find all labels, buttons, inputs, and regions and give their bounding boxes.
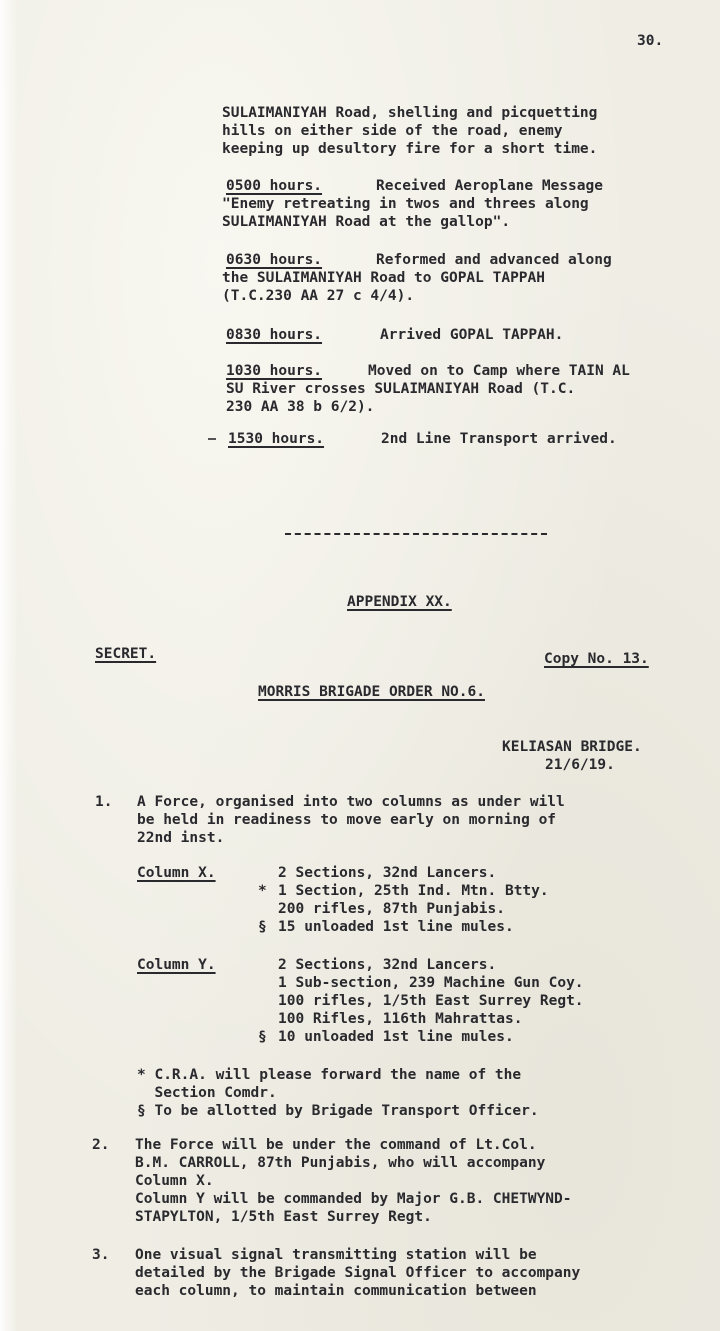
- asterisk-mark: *: [258, 883, 267, 899]
- text-line: 22nd inst.: [137, 830, 225, 846]
- entry-text: Arrived GOPAL TAPPAH.: [380, 327, 564, 343]
- entry-text: Moved on to Camp where TAIN AL: [368, 363, 630, 379]
- text-line: The Force will be under the command of Lt.Col.: [135, 1137, 537, 1153]
- entry-time: 0630 hours.: [226, 252, 323, 268]
- text-line: each column, to maintain communication between: [135, 1283, 537, 1299]
- column-label: Column Y.: [137, 957, 216, 973]
- paragraph-number: 3.: [92, 1247, 110, 1263]
- text-line: STAPYLTON, 1/5th East Surrey Regt.: [135, 1209, 432, 1225]
- text-line: be held in readiness to move early on morning of: [137, 812, 557, 828]
- copy-number: Copy No. 13.: [544, 651, 649, 667]
- text-line: keeping up desultory fire for a short time.: [222, 141, 598, 157]
- section-mark: §: [258, 919, 267, 935]
- column-item: 100 rifles, 1/5th East Surrey Regt.: [278, 993, 584, 1009]
- text-line: Column Y will be commanded by Major G.B. CHETWYND-: [135, 1191, 572, 1207]
- text-line: A Force, organised into two columns as under will: [137, 794, 565, 810]
- text-line: detailed by the Brigade Signal Officer to accompany: [135, 1265, 581, 1281]
- entry-text: SU River crosses SULAIMANIYAH Road (T.C.: [226, 381, 576, 397]
- appendix-title: APPENDIX XX.: [347, 594, 452, 610]
- paragraph-number: 1.: [95, 794, 113, 810]
- secret-label: SECRET.: [95, 646, 157, 662]
- section-mark: §: [258, 1029, 267, 1045]
- footnote-line: * C.R.A. will please forward the name of the: [137, 1067, 522, 1083]
- column-label: Column X.: [137, 865, 216, 881]
- entry-text: 230 AA 38 b 6/2).: [226, 399, 375, 415]
- entry-text: Received Aeroplane Message: [376, 178, 603, 194]
- page-number: 30.: [637, 33, 664, 49]
- entry-time: 0830 hours.: [226, 327, 323, 343]
- date-line: 21/6/19.: [545, 757, 615, 773]
- column-item: 1 Sub-section, 239 Machine Gun Coy.: [278, 975, 584, 991]
- dashed-divider: [285, 533, 547, 535]
- entry-time: 0500 hours.: [226, 178, 323, 194]
- order-title: MORRIS BRIGADE ORDER NO.6.: [258, 684, 485, 700]
- text-line: hills on either side of the road, enemy: [222, 123, 563, 139]
- text-line: B.M. CARROLL, 87th Punjabis, who will accompany: [135, 1155, 546, 1171]
- entry-text: (T.C.230 AA 27 c 4/4).: [222, 288, 415, 304]
- entry-time: 1030 hours.: [226, 363, 323, 379]
- entry-text: "Enemy retreating in twos and threes along: [222, 196, 589, 212]
- column-item: 200 rifles, 87th Punjabis.: [278, 901, 505, 917]
- paragraph-number: 2.: [92, 1137, 110, 1153]
- column-item: 2 Sections, 32nd Lancers.: [278, 957, 497, 973]
- column-item: 1 Section, 25th Ind. Mtn. Btty.: [278, 883, 549, 899]
- footnote-line: § To be allotted by Brigade Transport Officer.: [137, 1103, 539, 1119]
- text-line: One visual signal transmitting station will be: [135, 1247, 537, 1263]
- pen-mark: [208, 438, 216, 440]
- entry-text: Reformed and advanced along: [376, 252, 612, 268]
- entry-time: 1530 hours.: [228, 431, 325, 447]
- column-item: 15 unloaded 1st line mules.: [278, 919, 514, 935]
- column-item: 10 unloaded 1st line mules.: [278, 1029, 514, 1045]
- text-line: SULAIMANIYAH Road, shelling and picquetting: [222, 105, 598, 121]
- column-item: 100 Rifles, 116th Mahrattas.: [278, 1011, 523, 1027]
- column-item: 2 Sections, 32nd Lancers.: [278, 865, 497, 881]
- entry-text: 2nd Line Transport arrived.: [381, 431, 617, 447]
- entry-text: SULAIMANIYAH Road at the gallop".: [222, 214, 511, 230]
- place-line: KELIASAN BRIDGE.: [502, 739, 642, 755]
- text-line: Column X.: [135, 1173, 214, 1189]
- page-edge: [0, 0, 18, 1331]
- entry-text: the SULAIMANIYAH Road to GOPAL TAPPAH: [222, 270, 546, 286]
- footnote-line: Section Comdr.: [137, 1085, 277, 1101]
